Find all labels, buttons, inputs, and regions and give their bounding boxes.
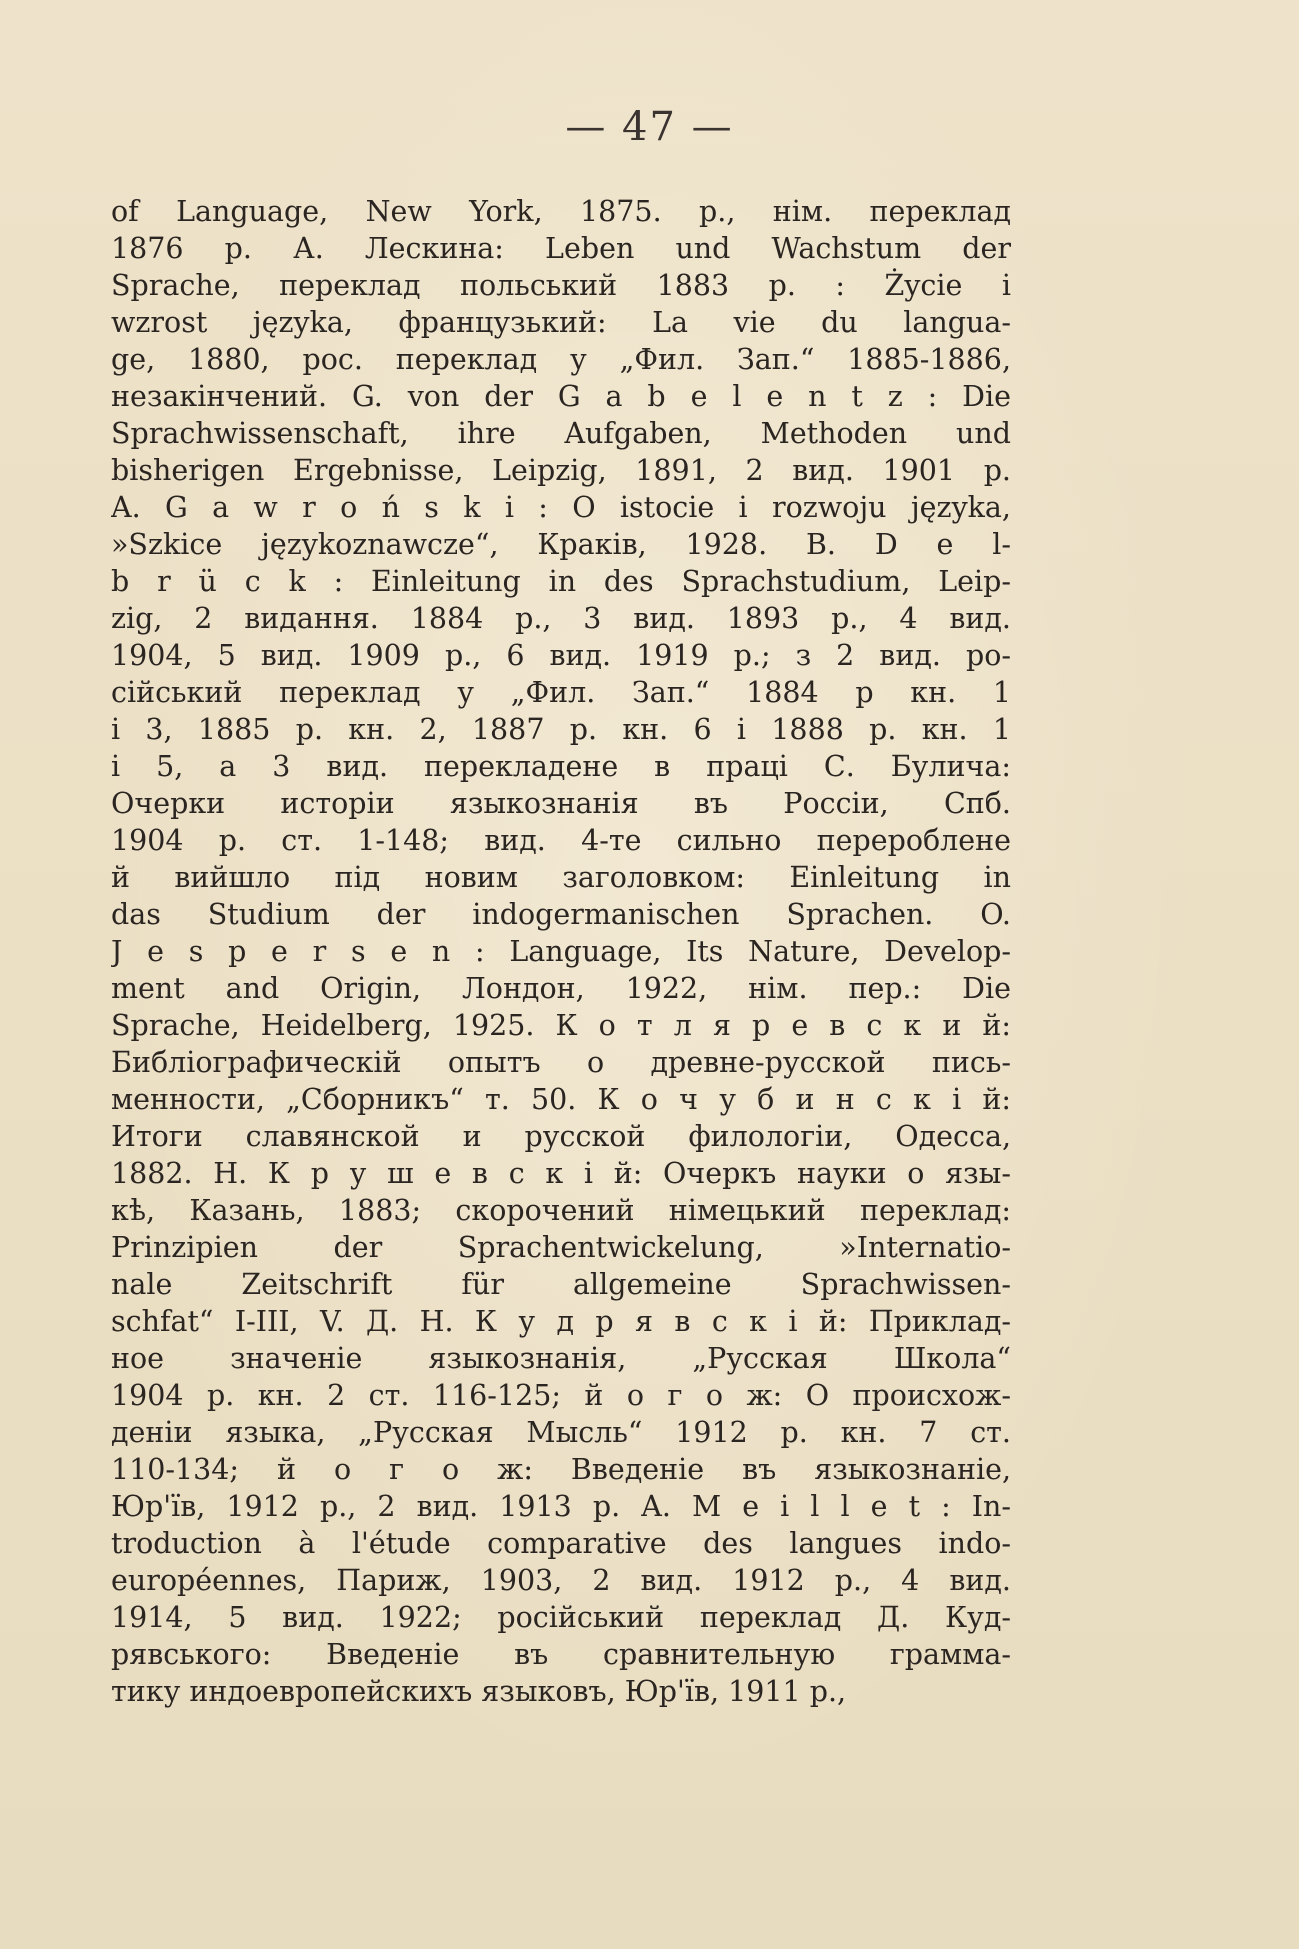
text-line: bisherigen Ergebnisse, Leipzig, 1891, 2 вид. 1901 р.: [111, 454, 1011, 487]
text-line: européennes, Париж, 1903, 2 вид. 1912 р., 4 вид.: [111, 1564, 1011, 1597]
text-line: Юр'їв, 1912 р., 2 вид. 1913 р. A. M e i l l e t : In-: [111, 1490, 1011, 1523]
text-line: wzrost języka, французький: La vie du langua-: [111, 306, 1011, 339]
text-line: »Szkice językoznawcze“, Краків, 1928. B. D e l-: [111, 528, 1011, 561]
text-line: ment and Origin, Лондон, 1922, нім. пер.: Die: [111, 972, 1011, 1005]
text-line: J e s p e r s e n : Language, Its Nature, Develop-: [111, 935, 1011, 968]
text-line: ное значеніе языкознанія, „Русская Школа“: [111, 1342, 1011, 1375]
text-line: і 3, 1885 р. кн. 2, 1887 р. кн. 6 і 1888 р. кн. 1: [111, 713, 1011, 746]
text-line: Sprachwissenschaft, ihre Aufgaben, Methoden und: [111, 417, 1011, 450]
text-line: 1904 р. кн. 2 ст. 116-125; й о г о ж: О происхож-: [111, 1379, 1011, 1412]
text-line: ge, 1880, рос. переклад у „Фил. Зап.“ 1885-1886,: [111, 343, 1011, 376]
bibliography-text: [111, 193, 1011, 1710]
text-line: незакінчений. G. von der G a b e l e n t z : Die: [111, 380, 1011, 413]
text-line: 1904 р. ст. 1-148; вид. 4-те сильно перероблене: [111, 824, 1011, 857]
text-line: кѣ, Казань, 1883; скорочений німецький переклад:: [111, 1194, 1011, 1227]
text-line: і 5, а 3 вид. перекладене в праці С. Булича:: [111, 750, 1011, 783]
text-line: 110-134; й о г о ж: Введеніе въ языкознаніе,: [111, 1453, 1011, 1486]
text-line: schfat“ I-III, V. Д. Н. К у д р я в с к і й: Приклад-: [111, 1305, 1011, 1338]
text-line: das Studium der indogermanischen Sprachen. O.: [111, 898, 1011, 931]
text-line: of Language, New York, 1875. р., нім. переклад: [111, 195, 1011, 228]
text-line: 1914, 5 вид. 1922; російський переклад Д. Куд-: [111, 1601, 1011, 1634]
text-line: nale Zeitschrift für allgemeine Sprachwissen-: [111, 1268, 1011, 1301]
text-line: менности, „Сборникъ“ т. 50. К о ч у б и н с к і й:: [111, 1083, 1011, 1116]
text-line: й вийшло під новим заголовком: Einleitung in: [111, 861, 1011, 894]
text-line: 1904, 5 вид. 1909 р., 6 вид. 1919 р.; з 2 вид. ро-: [111, 639, 1011, 672]
text-line: тику индоевропейскихъ языковъ, Юр'їв, 1911 р.,: [111, 1675, 847, 1708]
text-line: деніи языка, „Русская Мысль“ 1912 р. кн. 7 ст.: [111, 1416, 1011, 1449]
text-line: 1882. Н. К р у ш е в с к і й: Очеркъ науки о язы-: [111, 1157, 1011, 1190]
text-line: 1876 р. А. Лескина: Leben und Wachstum der: [111, 232, 1011, 265]
text-line: troduction à l'étude comparative des langues indo-: [111, 1527, 1011, 1560]
text-line: A. G a w r o ń s k i : O istocie i rozwoju języka,: [111, 491, 1011, 524]
text-line: Библіографическій опытъ о древне-русской пись-: [111, 1046, 1011, 1079]
text-line: Prinzipien der Sprachentwickelung, »Internatio-: [111, 1231, 1011, 1264]
text-line: сійський переклад у „Фил. Зап.“ 1884 р кн. 1: [111, 676, 1011, 709]
page-number: — 47 —: [565, 104, 734, 150]
text-line: Итоги славянской и русской филологіи, Одесса,: [111, 1120, 1011, 1153]
text-line: Очерки исторіи языкознанія въ Россіи, Спб.: [111, 787, 1011, 820]
text-line: zig, 2 видання. 1884 р., 3 вид. 1893 р., 4 вид.: [111, 602, 1011, 635]
text-line: рявського: Введеніе въ сравнительную грамма-: [111, 1638, 1011, 1671]
text-line: b r ü c k : Einleitung in des Sprachstudium, Leip-: [111, 565, 1011, 598]
text-line: Sprache, Heidelberg, 1925. К о т л я р е в с к и й:: [111, 1009, 1011, 1042]
text-line: Sprache, переклад польський 1883 р. : Życie i: [111, 269, 1011, 302]
